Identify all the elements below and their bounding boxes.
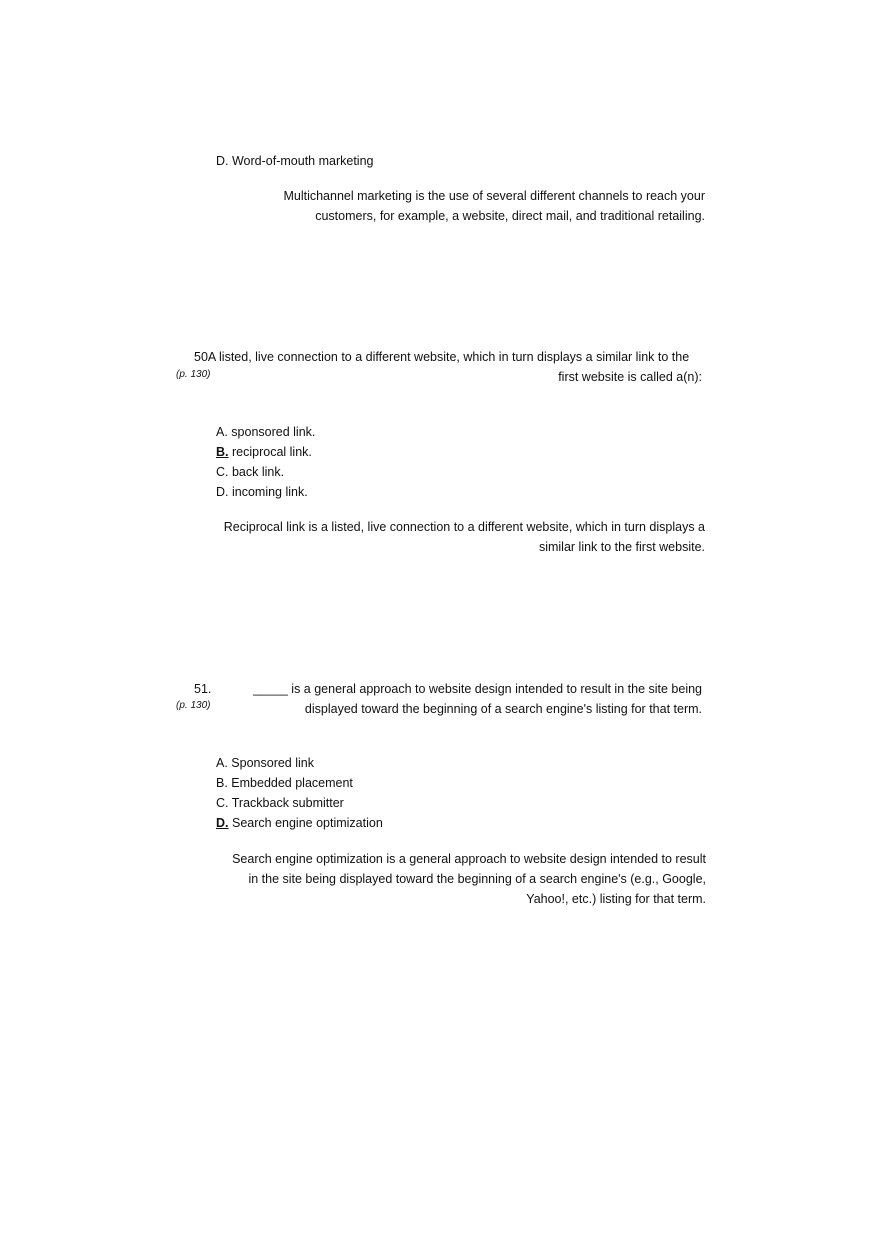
q51-number: 51. [194, 682, 212, 696]
option-text: reciprocal link. [231, 445, 312, 459]
option-c [216, 793, 383, 813]
q50-page-ref: (p. 130) [176, 369, 211, 380]
option-a [216, 422, 315, 442]
question-line: _____ is a general approach to website design intended to result in the site being [253, 682, 702, 696]
q50-explanation [160, 517, 705, 557]
q50-question-line1: 50A listed, live connection to a different website, which in turn displays a similar link to the [194, 350, 690, 364]
option-text: Embedded placement [231, 776, 353, 790]
explanation-line: Multichannel marketing is the use of several different channels to reach your [283, 189, 705, 203]
option-text: Search engine optimization [231, 816, 383, 830]
q51-explanation [180, 849, 706, 909]
explanation-line: similar link to the first website. [538, 540, 705, 554]
explanation-line: customers, for example, a website, direct mail, and traditional retailing. [315, 209, 705, 223]
option-c [216, 462, 315, 482]
option-b [216, 773, 383, 793]
option-d [216, 482, 315, 502]
q50-options [216, 422, 315, 502]
q50-question-line2: first website is called a(n): [558, 370, 702, 384]
option-letter-correct: D. [216, 816, 229, 830]
q51-question [230, 679, 702, 719]
q49-explanation [200, 186, 705, 226]
explanation-line: in the site being displayed toward the beginning of a search engine's (e.g., Google, [248, 872, 706, 886]
option-letter: D. [216, 154, 229, 168]
option-a [216, 753, 383, 773]
option-text: incoming link. [231, 485, 308, 499]
option-text: Trackback submitter [231, 796, 344, 810]
option-letter: A. [216, 756, 228, 770]
question-line: displayed toward the beginning of a search engine's listing for that term. [304, 702, 702, 716]
option-text: Word-of-mouth marketing [231, 154, 374, 168]
option-b [216, 442, 315, 462]
option-text: back link. [231, 465, 285, 479]
option-letter: C. [216, 465, 229, 479]
q51-options [216, 753, 383, 833]
explanation-line: Reciprocal link is a listed, live connection to a different website, which in turn displays a [223, 520, 705, 534]
option-d [216, 813, 383, 833]
option-letter: A. [216, 425, 228, 439]
explanation-line: Yahoo!, etc.) listing for that term. [526, 892, 706, 906]
q51-page-ref: (p. 130) [176, 700, 211, 711]
q49-option-d [216, 151, 373, 171]
option-letter: D. [216, 485, 229, 499]
option-letter: C. [216, 796, 229, 810]
option-letter: B. [216, 776, 228, 790]
option-text: sponsored link. [231, 425, 316, 439]
option-letter-correct: B. [216, 445, 229, 459]
option-text: Sponsored link [231, 756, 314, 770]
explanation-line: Search engine optimization is a general approach to website design intended to result [232, 852, 706, 866]
